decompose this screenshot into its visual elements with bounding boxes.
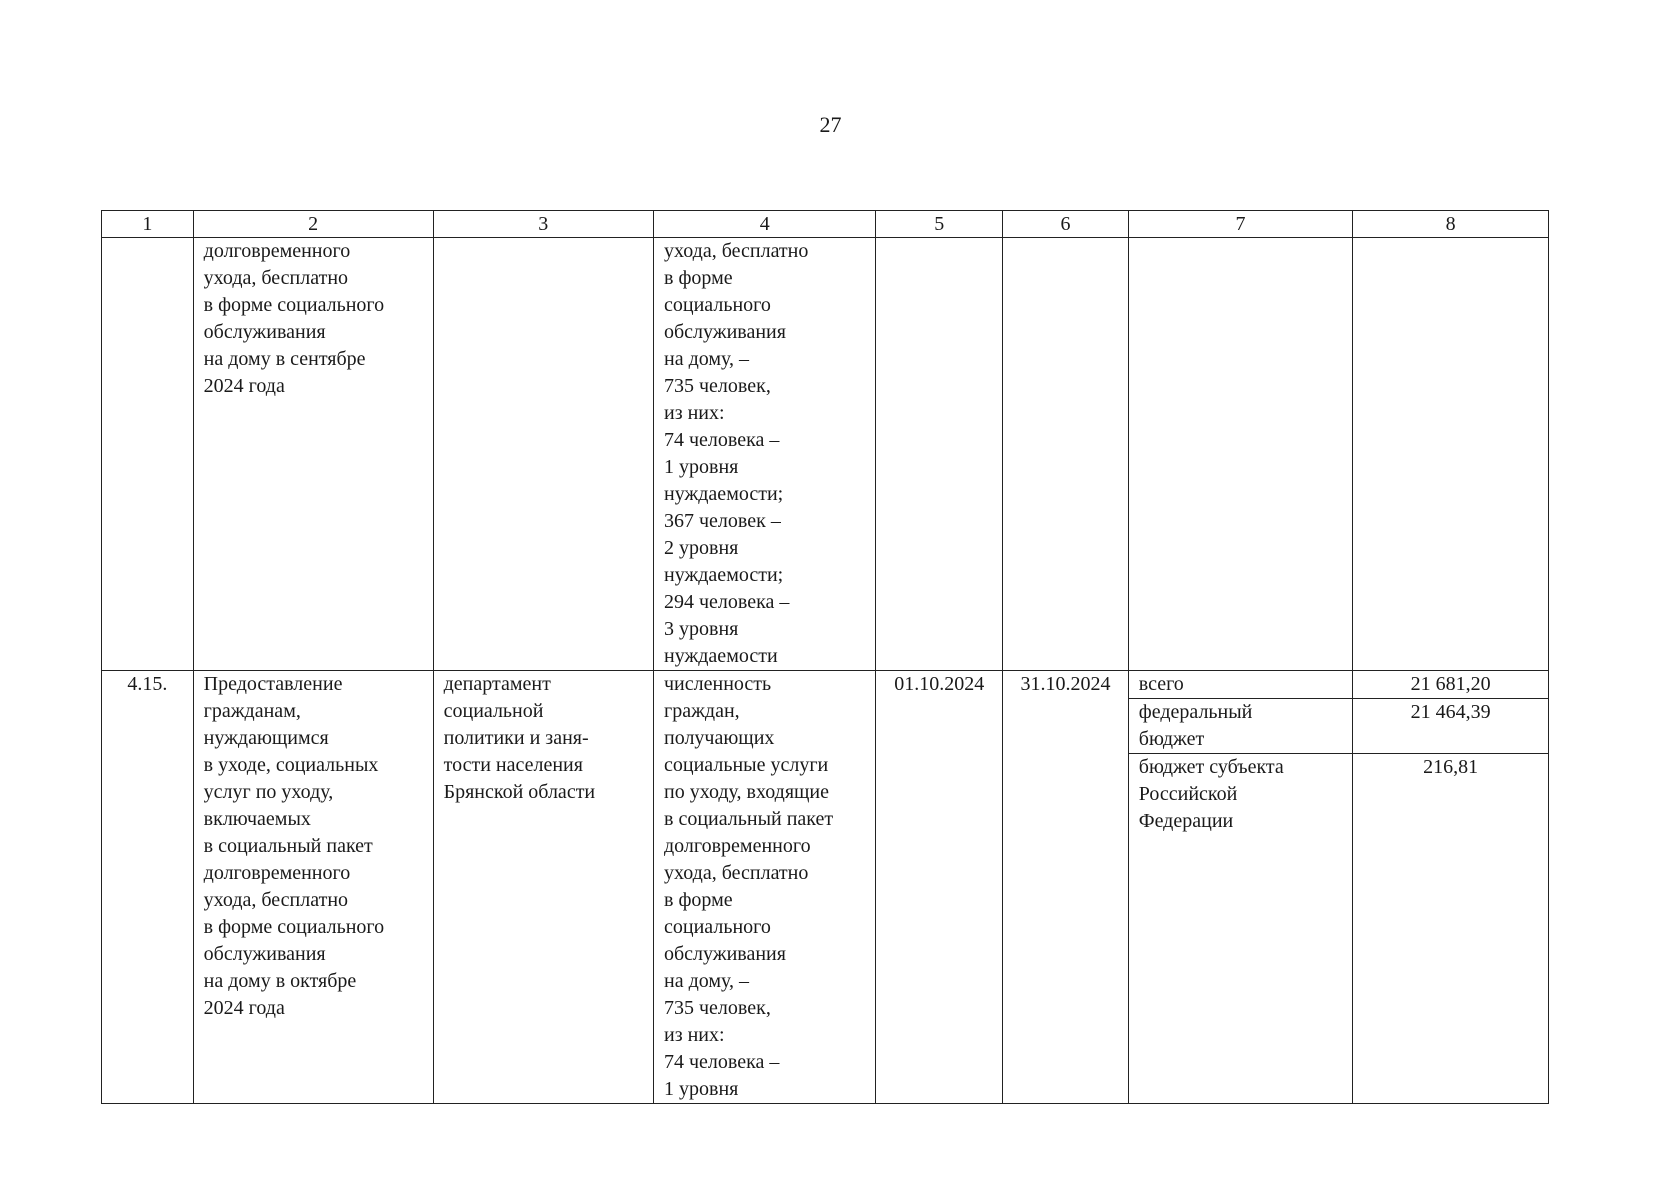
responsible-executor: департамент социальной политики и заня- тости населения Брянской области <box>433 671 653 1104</box>
continued-cell-7 <box>1128 238 1353 671</box>
funding-amounts <box>1353 671 1549 1104</box>
column-header-7: 7 <box>1128 211 1353 238</box>
column-header-6: 6 <box>1003 211 1129 238</box>
continued-indicator: ухода, бесплатно в форме социального обслуживания на дому, – 735 человек, из них: 74 человека – 1 уровня нуждаемости; 367 человек – 2 уровня нуждаемости; 294 человека – 3 уровня нуждаемости <box>654 238 876 671</box>
column-header-2: 2 <box>193 211 433 238</box>
column-header-3: 3 <box>433 211 653 238</box>
end-date: 31.10.2024 <box>1003 671 1129 1104</box>
continued-cell-1 <box>102 238 194 671</box>
funding-source-federal: федеральный бюджет <box>1129 699 1353 754</box>
column-header-1: 1 <box>102 211 194 238</box>
measure-name: Предоставление гражданам, нуждающимся в уходе, социальных услуг по уходу, включаемых в социальный пакет долговременного ухода, бесплатно в форме социального обслуживания на дому в октябре 2024 года <box>193 671 433 1104</box>
table-header <box>102 211 1549 238</box>
result-indicator: численность граждан, получающих социальные услуги по уходу, входящие в социальный пакет долговременного ухода, бесплатно в форме социального обслуживания на дому, – 735 человек, из них: 74 человека – 1 уровня <box>654 671 876 1104</box>
continued-cell-8 <box>1353 238 1549 671</box>
column-header-8: 8 <box>1353 211 1549 238</box>
funding-source-regional: бюджет субъекта Российской Федерации <box>1138 756 1284 832</box>
table-row-continued <box>102 238 1549 671</box>
continued-cell-6 <box>1003 238 1129 671</box>
funding-amount-regional: 216,81 <box>1423 756 1479 778</box>
continued-cell-3 <box>433 238 653 671</box>
funding-source-total: всего <box>1129 671 1353 699</box>
table-row-4-15 <box>102 671 1549 1104</box>
column-header-5: 5 <box>876 211 1003 238</box>
continued-cell-5 <box>876 238 1003 671</box>
measures-table <box>101 210 1549 1104</box>
funding-amount-federal: 21 464,39 <box>1353 699 1548 754</box>
start-date: 01.10.2024 <box>876 671 1003 1104</box>
funding-amount-total: 21 681,20 <box>1353 671 1548 699</box>
column-header-4: 4 <box>654 211 876 238</box>
continued-measure-name: долговременного ухода, бесплатно в форме социального обслуживания на дому в сентябре 2024 года <box>193 238 433 671</box>
header-row <box>102 211 1549 238</box>
page-number: 27 <box>819 112 842 137</box>
row-number: 4.15. <box>102 671 194 1104</box>
funding-sources <box>1128 671 1353 1104</box>
